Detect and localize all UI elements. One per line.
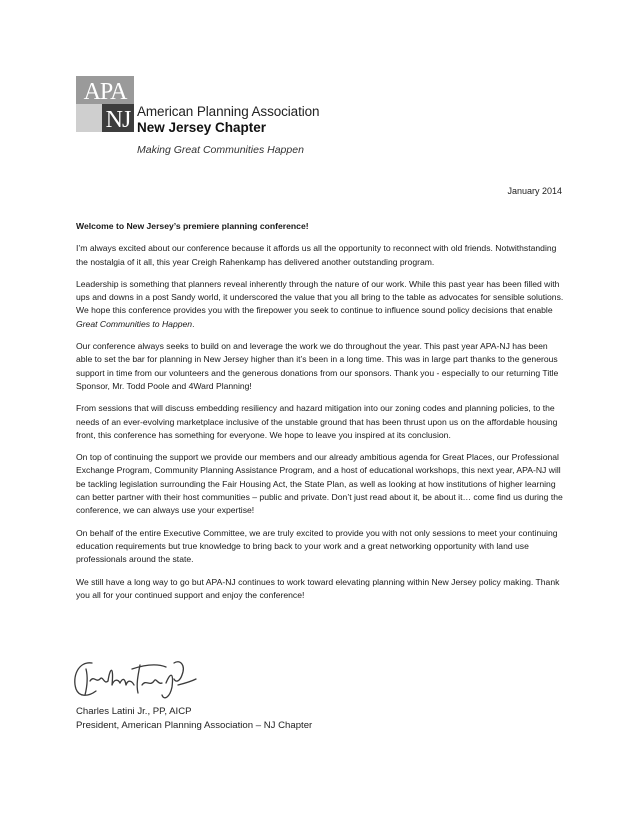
logo-top-text: APA [83, 79, 127, 105]
emphasis-text: Great Communities to Happen [76, 318, 193, 329]
signer-name: Charles Latini Jr., PP, AICP [76, 706, 192, 717]
paragraph-7: We still have a long way to go but APA-NJ continues to work toward elevating planning within New Jersey policy making. Thank you all for your continued support and enjoy the conference! [76, 576, 560, 600]
paragraph-2: Leadership is something that planners reveal inherently through the nature of our work. While this past year has been filled with ups and downs in a post Sandy world, it underscored the value that you all bring to the table as advocates for sensible solutions. We hope this conference provides you with the firepower you seek to continue to influence sound policy decisions that enable Great Communities to Happen. [76, 278, 564, 329]
tagline: Making Great Communities Happen [137, 144, 304, 156]
paragraph-2-text: Leadership is something that planners reveal inherently through the nature of our work. While this past year has been filled with ups and downs in a post Sandy world, it underscored the value that you all bring to the table as advocates for sensible solutions. We hope this conference provides you with the firepower you seek to continue to influence sound policy decisions that enable [76, 278, 564, 316]
paragraph-1: I’m always excited about our conference because it affords us all the opportunity to reconnect with old friends. Notwithstanding the nostalgia of it all, this year Creigh Rahenkamp has delivered another outstanding program. [76, 243, 557, 267]
apa-nj-logo [76, 76, 134, 132]
letter-date: January 2014 [507, 186, 562, 196]
logo-bottom-text: NJ [105, 107, 131, 132]
signature-block [76, 705, 312, 733]
paragraph-5: On top of continuing the support we provide our members and our already ambitious agenda for Great Places, our Professional Exchange Program, Community Planning Assistance Program, and a host of educational workshops, this next year, APA-NJ will be tackling legislation surrounding the Fair Housing Act, the State Plan, as well as looking at how institutions of higher learning can better partner with their host communities – public and private. Don’t just read about it, be about it… come find us during the conference, we can always use your expertise! [76, 452, 563, 516]
paragraph-3: Our conference always seeks to build on and leverage the work we do throughout the year. This past year APA-NJ has been able to set the bar for planning in New Jersey higher than it’s been in a long time. This was in large part thanks to the generous support in time from our volunteers and the generous donations from our sponsors. Thank you - especially to our returning Title Sponsor, Mr. Todd Poole and 4Ward Planning! [76, 341, 559, 391]
handwritten-signature [70, 655, 200, 703]
letter-body [76, 220, 564, 611]
chapter-name: New Jersey Chapter [137, 120, 267, 135]
greeting: Welcome to New Jersey’s premiere planning conference! [76, 221, 309, 231]
paragraph-4: From sessions that will discuss embedding resiliency and hazard mitigation into our zoning codes and planning policies, to the needs of an ever-evolving marketplace inclusive of the unstable ground that has been thrust upon us on the affordable housing front, this conference has something for everyone. We hope to leave you inspired at its conclusion. [76, 403, 558, 440]
signer-title: President, American Planning Association – NJ Chapter [76, 720, 313, 731]
paragraph-6: On behalf of the entire Executive Committee, we are truly excited to provide you with not only sessions to meet your continuing education requirements but true knowledge to bring back to your work and a great networking opportunity with land use professionals around the state. [76, 527, 558, 565]
org-block [137, 104, 319, 136]
org-name: American Planning Association [137, 104, 320, 119]
